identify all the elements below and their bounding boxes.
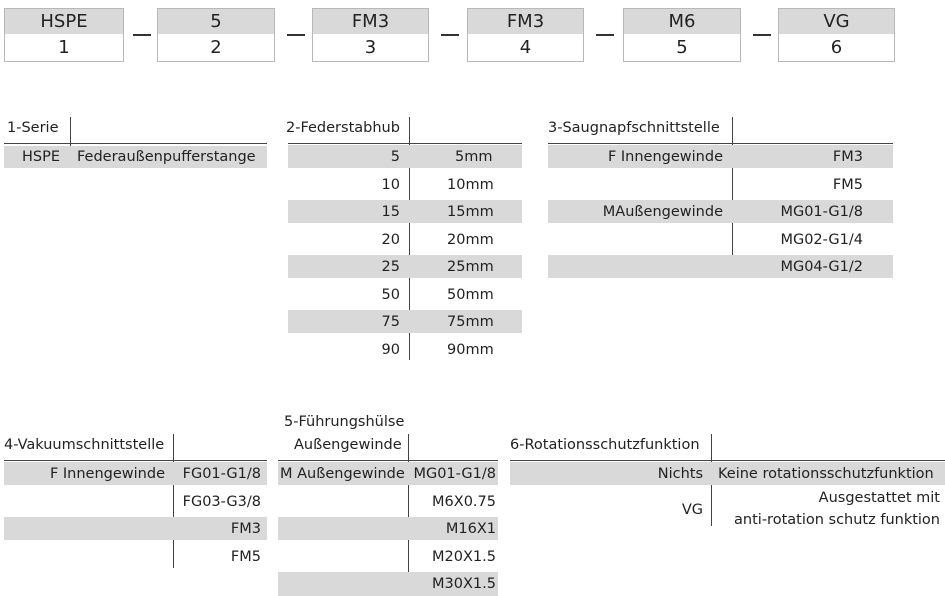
stroke-code: 75 — [381, 314, 400, 330]
interface-code: MG04-G1/2 — [780, 259, 863, 275]
guide-code: M20X1.5 — [432, 549, 496, 565]
stroke-code: 10 — [381, 177, 400, 193]
serie-code: HSPE — [21, 149, 60, 165]
stroke-value: 25mm — [447, 259, 494, 275]
stroke-value: 75mm — [447, 314, 494, 330]
table-title: 1-Serie — [7, 120, 59, 136]
header-rule — [288, 143, 522, 144]
column-divider — [173, 434, 174, 568]
code-position: 3 — [313, 34, 428, 61]
vacuum-code: FG03-G3/8 — [182, 494, 261, 510]
interface-code: FM5 — [832, 177, 863, 193]
code-value: VG — [779, 9, 894, 34]
guide-code: M6X0.75 — [432, 494, 496, 510]
stroke-code: 5 — [390, 149, 400, 165]
code-separator — [441, 34, 459, 36]
code-position: 2 — [158, 34, 274, 61]
code-position: 1 — [5, 34, 123, 61]
header-rule — [548, 143, 893, 144]
header-rule — [4, 143, 267, 144]
code-value: 5 — [158, 9, 274, 34]
code-value: FM3 — [313, 9, 428, 34]
code-separator — [133, 34, 151, 36]
guide-type: M Außengewinde — [280, 466, 405, 482]
guide-code: MG01-G1/8 — [413, 466, 496, 482]
stroke-value: 90mm — [447, 342, 494, 358]
guide-code: M30X1.5 — [432, 576, 496, 592]
interface-code: MG01-G1/8 — [780, 204, 863, 220]
table-title: Außengewinde — [294, 437, 402, 453]
interface-code: MG02-G1/4 — [780, 232, 863, 248]
code-position: 5 — [624, 34, 740, 61]
rotation-code: VG — [681, 502, 703, 518]
code-separator — [753, 34, 771, 36]
code-separator — [596, 34, 614, 36]
code-position: 4 — [468, 34, 583, 61]
rotation-code: Nichts — [657, 466, 703, 482]
code-box-3 — [312, 8, 429, 62]
code-box-6 — [778, 8, 895, 62]
table-title: 3-Saugnapfschnittstelle — [548, 120, 720, 136]
table-title: 5-Führungshülse — [284, 414, 405, 430]
rotation-description-line1: Ausgestattet mit — [818, 490, 940, 506]
rotation-description: Keine rotationsschutzfunktion — [718, 466, 934, 482]
stroke-value: 50mm — [447, 287, 494, 303]
stroke-code: 25 — [381, 259, 400, 275]
interface-type: F Innengewinde — [607, 149, 723, 165]
vacuum-code: FG01-G1/8 — [182, 466, 261, 482]
table-title: 4-Vakuumschnittstelle — [4, 437, 165, 453]
stroke-value: 5mm — [455, 149, 493, 165]
code-box-5 — [623, 8, 741, 62]
column-divider — [732, 117, 733, 277]
code-box-2 — [157, 8, 275, 62]
stroke-value: 20mm — [447, 232, 494, 248]
code-box-4 — [467, 8, 584, 62]
code-value: HSPE — [5, 9, 123, 34]
vacuum-type: F Innengewinde — [49, 466, 165, 482]
code-value: FM3 — [468, 9, 583, 34]
stroke-code: 50 — [381, 287, 400, 303]
code-separator — [287, 34, 305, 36]
vacuum-code: FM3 — [230, 521, 261, 537]
stroke-code: 15 — [381, 204, 400, 220]
stroke-value: 10mm — [447, 177, 494, 193]
code-value: M6 — [624, 9, 740, 34]
stroke-value: 15mm — [447, 204, 494, 220]
table-title: 2-Federstabhub — [286, 120, 400, 136]
header-rule — [510, 460, 945, 461]
guide-code: M16X1 — [445, 521, 496, 537]
code-box-1 — [4, 8, 124, 62]
stroke-code: 90 — [381, 342, 400, 358]
rotation-description-line2: anti-rotation schutz funktion — [734, 512, 940, 528]
header-rule — [4, 460, 267, 461]
stroke-code: 20 — [381, 232, 400, 248]
vacuum-code: FM5 — [230, 549, 261, 565]
table-title: 6-Rotationsschutzfunktion — [510, 437, 700, 453]
serie-description: Federaußenpufferstange — [77, 149, 256, 165]
interface-type: MAußengewinde — [602, 204, 723, 220]
header-rule — [278, 460, 498, 461]
code-position: 6 — [779, 34, 894, 61]
interface-code: FM3 — [832, 149, 863, 165]
